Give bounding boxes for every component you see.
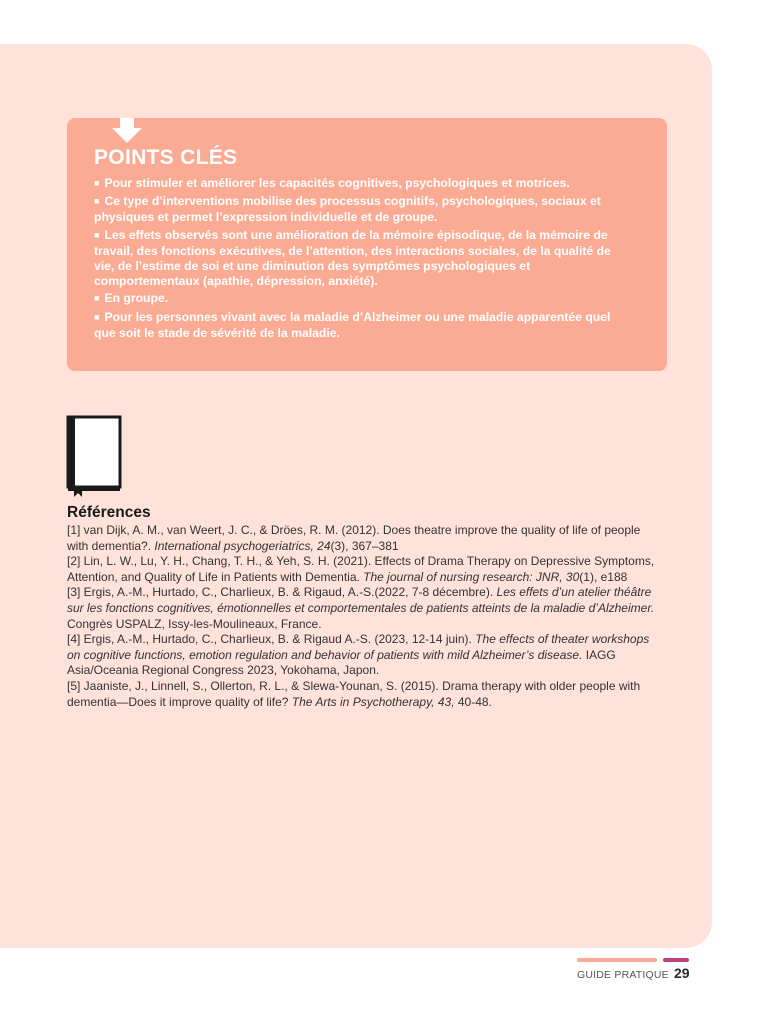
- reference-italic: International psychogeriatrics, 24: [154, 538, 331, 553]
- reference-text: [3] Ergis, A.-M., Hurtado, C., Charlieux, B. & Rigaud, A.-S.(2022, 7-8 décembre).: [67, 585, 497, 600]
- reference-italic: The Arts in Psychotherapy, 43,: [291, 694, 455, 709]
- reference-text: [5] Jaaniste, J., Linnell, S., Ollerton, R. L., & Slewa-Younan, S. (2015). Drama therapy with older people with dementia—Does it improve quality of life?: [67, 678, 641, 709]
- key-points-title: POINTS CLÉS: [94, 146, 238, 169]
- down-arrow-icon: [112, 118, 142, 143]
- reference-italic: Les effets d’un atelier théâtre sur les fonctions cognitives, émotionnelles et comportementales de patients atteints de la maladie d’Alzheimer.: [67, 585, 655, 615]
- reference-text: Congrès USPALZ, Issy-les-Moulineaux, France.: [67, 616, 322, 631]
- reference-text: [2] Lin, L. W., Lu, Y. H., Chang, T. H., & Yeh, S. H. (2021). Effects of Drama Therapy on Depressive Symptoms, Attention, and Quality of Life in Patients with Dementia.: [67, 554, 655, 584]
- footer-label: GUIDE PRATIQUE: [577, 969, 669, 981]
- reference-text: [1] van Dijk, A. M., van Weert, J. C., & Dröes, R. M. (2012). Does theatre improve the quality of life of people with dementia?.: [67, 523, 641, 553]
- references-list: [67, 523, 657, 710]
- key-point-item: ■ Pour les personnes vivant avec la maladie d’Alzheimer ou une maladie apparentée quel que soit le stade de sévérité de la maladie.: [94, 310, 634, 341]
- book-icon: [66, 415, 122, 497]
- reference-item: [67, 585, 657, 632]
- reference-italic: The journal of nursing research: JNR, 30: [363, 569, 580, 584]
- key-points-list: [94, 176, 634, 343]
- page-number: 29: [674, 965, 690, 981]
- key-point-item: ■ Pour stimuler et améliorer les capacités cognitives, psychologiques et motrices.: [94, 176, 634, 192]
- reference-text: 40-48.: [454, 694, 492, 709]
- reference-text: [4] Ergis, A.-M., Hurtado, C., Charlieux, B. & Rigaud A.-S. (2023, 12-14 juin).: [67, 632, 476, 647]
- reference-italic: The effects of theater workshops on cognitive functions, emotion regulation and behavior of patients with mild Alzheimer’s disease.: [67, 632, 650, 662]
- reference-text: IAGG Asia/Oceania Regional Congress 2023, Yokohama, Japon.: [67, 647, 616, 678]
- key-point-item: ■ En groupe.: [94, 291, 634, 307]
- references-title: Références: [67, 504, 151, 521]
- key-point-item: ■ Ce type d’interventions mobilise des processus cognitifs, psychologiques, sociaux et physiques et permet l’expression individuelle et de groupe.: [94, 194, 634, 225]
- reference-text: (1), e188: [579, 569, 628, 584]
- reference-text: (3), 367–381: [330, 538, 399, 553]
- reference-item: [67, 632, 657, 679]
- reference-item: [67, 554, 657, 585]
- reference-item: [67, 523, 657, 554]
- reference-item: [67, 679, 657, 710]
- footer-accent-bar: [577, 958, 657, 962]
- footer-accent-bar-highlight: [663, 958, 689, 962]
- key-point-item: ■ Les effets observés sont une amélioration de la mémoire épisodique, de la mémoire de travail, des fonctions exécutives, de l’attention, des interactions sociales, de la qualité de vie, de l’estime de soi et une diminution des symptômes psychologiques et comportementaux (apathie, dépression, anxiété).: [94, 228, 634, 290]
